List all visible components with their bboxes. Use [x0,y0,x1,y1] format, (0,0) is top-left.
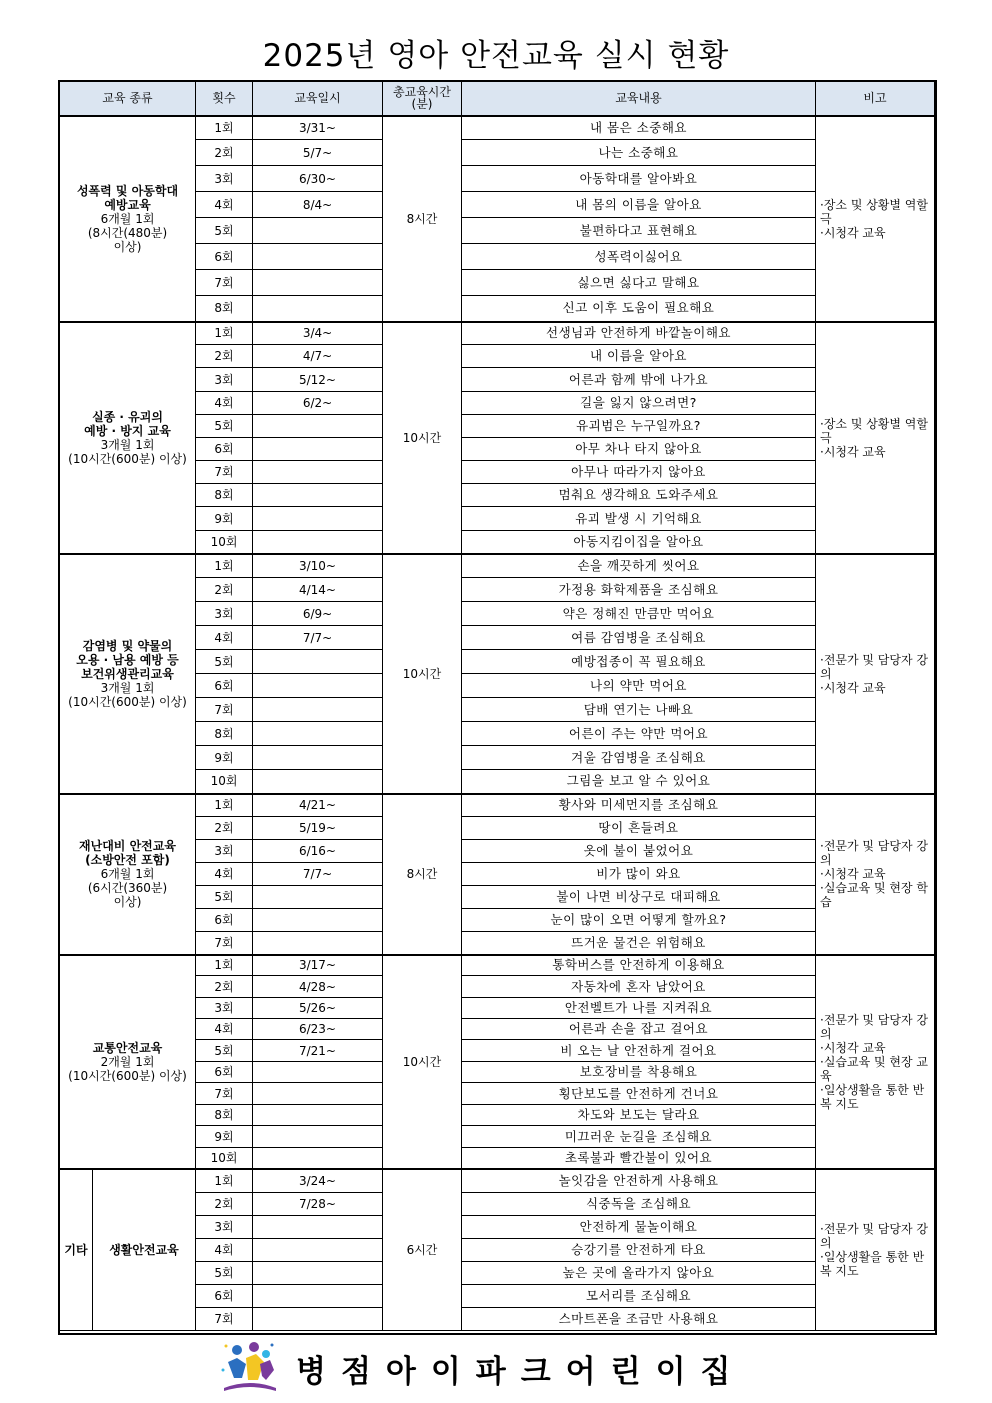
note-item: ·장소 및 상황별 역할극 [820,416,928,445]
session-content: 불이 나면 비상구로 대피해요 [462,886,816,909]
session-count: 7회 [196,1308,253,1331]
session-count: 3회 [196,602,253,626]
session-date: 3/31~ [253,116,383,140]
session-content: 성폭력이싫어요 [462,244,816,270]
session-count: 7회 [196,932,253,955]
session-content: 아무나 따라가지 않아요 [462,461,816,484]
category-name: 오용 · 남용 예방 등 [76,652,179,667]
header-count: 횟수 [196,82,253,116]
session-date [253,1062,383,1083]
session-content: 높은 곳에 올라가지 않아요 [462,1262,816,1285]
session-count: 5회 [196,886,253,909]
note-cell [816,1169,935,1331]
session-content: 통학버스를 안전하게 이용해요 [462,955,816,976]
session-count: 9회 [196,507,253,531]
total-time-cell: 10시간 [383,554,462,794]
session-count: 2회 [196,817,253,840]
category-frequency: 3개월 1회 [100,437,155,452]
session-content: 땅이 흔들려요 [462,817,816,840]
session-count: 5회 [196,1040,253,1062]
session-content: 어른이 주는 약만 먹어요 [462,722,816,746]
session-count: 4회 [196,863,253,886]
page-title: 2025년 영아 안전교육 실시 현황 [262,38,730,74]
header-content: 교육내용 [462,82,816,116]
header-total-time-line2: (분) [411,97,433,112]
session-content: 내 이름을 알아요 [462,345,816,368]
category-name: 감염병 및 약물의 [82,638,173,653]
footer [220,1340,780,1396]
session-content: 비가 많이 와요 [462,863,816,886]
total-time-cell: 10시간 [383,955,462,1169]
session-count: 8회 [196,1105,253,1126]
session-content: 어른과 함께 밖에 나가요 [462,368,816,392]
session-count: 7회 [196,461,253,484]
session-count: 7회 [196,698,253,722]
table-header-row [60,82,935,116]
session-count: 6회 [196,1062,253,1083]
session-count: 6회 [196,909,253,932]
session-count: 6회 [196,438,253,461]
session-count: 1회 [196,322,253,345]
session-count: 3회 [196,368,253,392]
session-date: 8/4~ [253,192,383,218]
session-count: 1회 [196,554,253,578]
session-count: 10회 [196,770,253,794]
footer-kindergarten-name: 병점아이파크어린이집 [296,1354,746,1390]
category-frequency: 6개월 1회 [100,211,155,226]
session-date: 4/21~ [253,794,383,817]
session-date: 7/28~ [253,1193,383,1216]
session-content: 유괴범은 누구일까요? [462,415,816,438]
category-name: 성폭력 및 아동학대 [76,183,179,198]
session-content: 신고 이후 도움이 필요해요 [462,296,816,322]
session-date [253,722,383,746]
session-count: 1회 [196,955,253,976]
category-frequency: 이상) [113,239,142,254]
session-count: 9회 [196,746,253,770]
session-count: 10회 [196,531,253,554]
session-content: 미끄러운 눈길을 조심해요 [462,1126,816,1148]
category-frequency: 이상) [113,895,142,909]
note-cell [816,794,935,955]
header-date: 교육일시 [253,82,383,116]
session-count: 6회 [196,1285,253,1308]
session-date [253,415,383,438]
session-date [253,650,383,674]
session-content: 황사와 미세먼지를 조심해요 [462,794,816,817]
session-count: 7회 [196,1083,253,1105]
session-content: 예방접종이 꼭 필요해요 [462,650,816,674]
category-frequency: 6개월 1회 [100,867,155,881]
session-date [253,932,383,955]
note-item: ·장소 및 상황별 역할극 [820,197,928,226]
session-content: 차도와 보도는 달라요 [462,1105,816,1126]
session-date: 3/4~ [253,322,383,345]
category-cell [93,1169,196,1331]
session-date: 4/7~ [253,345,383,368]
session-count: 8회 [196,484,253,507]
session-count: 5회 [196,1262,253,1285]
session-date [253,909,383,932]
session-content: 어른과 손을 잡고 걸어요 [462,1019,816,1040]
category-frequency: 3개월 1회 [100,680,155,695]
category-name: (소방안전 포함) [85,853,170,867]
session-date: 7/21~ [253,1040,383,1062]
session-date [253,1105,383,1126]
session-content: 안전벨트가 나를 지켜줘요 [462,998,816,1019]
session-date: 5/19~ [253,817,383,840]
table-row [60,554,935,578]
session-content: 길을 잃지 않으려면? [462,392,816,415]
session-content: 초록불과 빨간불이 있어요 [462,1148,816,1169]
session-count: 1회 [196,794,253,817]
session-date [253,698,383,722]
session-date [253,296,383,322]
session-count: 7회 [196,270,253,296]
session-content: 가정용 화학제품을 조심해요 [462,578,816,602]
session-count: 3회 [196,840,253,863]
category-frequency: (10시간(600분) 이상) [68,694,187,709]
session-content: 멈춰요 생각해요 도와주세요 [462,484,816,507]
session-count: 4회 [196,1239,253,1262]
session-date [253,674,383,698]
session-date [253,1285,383,1308]
session-count: 2회 [196,578,253,602]
session-count: 2회 [196,345,253,368]
session-date: 3/24~ [253,1169,383,1193]
session-content: 뜨거운 물건은 위험해요 [462,932,816,955]
session-content: 안전하게 물놀이해요 [462,1216,816,1239]
session-count: 6회 [196,244,253,270]
session-content: 유괴 발생 시 기억해요 [462,507,816,531]
session-content: 나는 소중해요 [462,140,816,166]
session-count: 4회 [196,1019,253,1040]
note-item: ·시청각 교육 [820,444,886,459]
note-item: ·일상생활을 통한 반복 지도 [820,1249,925,1278]
etc-category-cell: 기타 [60,1169,93,1331]
session-date: 6/2~ [253,392,383,415]
session-content: 놀잇감을 안전하게 사용해요 [462,1169,816,1193]
session-content: 그림을 보고 알 수 있어요 [462,770,816,794]
category-name: 실종 · 유괴의 [92,409,163,424]
session-count: 8회 [196,296,253,322]
category-cell [60,794,196,955]
session-date: 6/9~ [253,602,383,626]
session-date [253,218,383,244]
session-content: 자동차에 혼자 남았어요 [462,976,816,998]
session-date: 4/28~ [253,976,383,998]
category-frequency: 2개월 1회 [100,1054,155,1069]
session-content: 아동학대를 알아봐요 [462,166,816,192]
table-row [60,1169,935,1193]
session-count: 5회 [196,218,253,244]
session-date [253,507,383,531]
header-category: 교육 종류 [60,82,196,116]
session-count: 6회 [196,674,253,698]
session-content: 비 오는 날 안전하게 걸어요 [462,1040,816,1062]
note-item: ·전문가 및 담당자 강의 [820,1221,928,1250]
session-content: 싫으면 싫다고 말해요 [462,270,816,296]
session-date [253,1262,383,1285]
session-content: 내 몸은 소중해요 [462,116,816,140]
category-name: 예방교육 [104,197,151,212]
header-total-time [383,82,462,116]
total-time-cell: 10시간 [383,322,462,554]
category-name: 교통안전교육 [92,1040,163,1055]
category-frequency: (10시간(600분) 이상) [68,451,187,466]
category-frequency: (6시간(360분) [87,881,168,895]
session-date: 3/17~ [253,955,383,976]
note-item: ·시청각 교육 [820,680,886,695]
session-date: 3/10~ [253,554,383,578]
note-cell [816,116,935,322]
session-count: 3회 [196,998,253,1019]
category-name: 예방 · 방지 교육 [84,423,171,438]
note-item: ·전문가 및 담당자 강의 [820,652,928,681]
session-date: 5/12~ [253,368,383,392]
note-cell [816,554,935,794]
total-time-cell: 8시간 [383,116,462,322]
session-count: 8회 [196,722,253,746]
session-date: 7/7~ [253,626,383,650]
total-time-cell: 8시간 [383,794,462,955]
session-content: 식중독을 조심해요 [462,1193,816,1216]
session-content: 승강기를 안전하게 타요 [462,1239,816,1262]
session-content: 겨울 감염병을 조심해요 [462,746,816,770]
session-count: 4회 [196,192,253,218]
session-content: 내 몸의 이름을 알아요 [462,192,816,218]
session-date [253,770,383,794]
note-item: ·시청각 교육 [820,867,886,881]
session-count: 1회 [196,116,253,140]
session-date [253,484,383,507]
session-date: 6/16~ [253,840,383,863]
session-count: 5회 [196,650,253,674]
session-count: 4회 [196,392,253,415]
session-count: 2회 [196,1193,253,1216]
session-content: 선생님과 안전하게 바깥놀이해요 [462,322,816,345]
session-date [253,1216,383,1239]
table-row [60,116,935,140]
session-count: 2회 [196,976,253,998]
session-date [253,461,383,484]
session-count: 1회 [196,1169,253,1193]
session-content: 담배 연기는 나빠요 [462,698,816,722]
session-count: 3회 [196,1216,253,1239]
session-date [253,746,383,770]
session-count: 5회 [196,415,253,438]
table-body [60,116,935,1331]
category-cell [60,554,196,794]
category-name: 생활안전교육 [109,1242,179,1257]
session-date [253,1239,383,1262]
session-date [253,1308,383,1331]
table-row [60,794,935,817]
note-item: ·전문가 및 담당자 강의 [820,1012,928,1041]
session-date: 5/7~ [253,140,383,166]
session-count: 2회 [196,140,253,166]
session-date: 4/14~ [253,578,383,602]
category-cell [60,955,196,1169]
session-content: 약은 정해진 만큼만 먹어요 [462,602,816,626]
session-content: 여름 감염병을 조심해요 [462,626,816,650]
session-content: 나의 약만 먹어요 [462,674,816,698]
category-cell [60,322,196,554]
session-date [253,886,383,909]
session-content: 횡단보도를 안전하게 건너요 [462,1083,816,1105]
session-date: 5/26~ [253,998,383,1019]
session-content: 보호장비를 착용해요 [462,1062,816,1083]
session-date [253,244,383,270]
session-content: 모서리를 조심해요 [462,1285,816,1308]
session-content: 아동지킴이집을 알아요 [462,531,816,554]
note-item: ·실습교육 및 현장 교육 [820,1054,928,1083]
session-date: 6/23~ [253,1019,383,1040]
note-item: ·일상생활을 통한 반복 지도 [820,1082,925,1111]
note-item: ·전문가 및 담당자 강의 [820,839,928,867]
session-date [253,531,383,554]
session-date [253,270,383,296]
note-cell [816,322,935,554]
note-cell [816,955,935,1169]
session-count: 10회 [196,1148,253,1169]
category-cell [60,116,196,322]
table-row [60,322,935,345]
session-date: 7/7~ [253,863,383,886]
education-table [59,81,935,1331]
category-frequency: (8시간(480분) [87,225,168,240]
session-content: 아무 차나 타지 않아요 [462,438,816,461]
table-row [60,955,935,976]
session-content: 눈이 많이 오면 어떻게 할까요? [462,909,816,932]
session-content: 손을 깨끗하게 씻어요 [462,554,816,578]
session-count: 3회 [196,166,253,192]
header-note: 비고 [816,82,935,116]
header-total-time-line1: 총교육시간 [393,85,451,100]
session-date [253,1148,383,1169]
session-content: 불편하다고 표현해요 [462,218,816,244]
children-logo-icon [220,1340,280,1396]
session-date [253,1083,383,1105]
session-date [253,1126,383,1148]
session-date: 6/30~ [253,166,383,192]
session-count: 4회 [196,626,253,650]
session-date [253,438,383,461]
note-item: ·시청각 교육 [820,225,886,240]
note-item: ·시청각 교육 [820,1040,886,1055]
session-content: 옷에 불이 붙었어요 [462,840,816,863]
category-name: 보건위생관리교육 [81,666,174,681]
session-count: 9회 [196,1126,253,1148]
category-frequency: (10시간(600분) 이상) [68,1068,187,1083]
session-content: 스마트폰을 조금만 사용해요 [462,1308,816,1331]
category-name: 재난대비 안전교육 [79,839,176,853]
note-item: ·실습교육 및 현장 학습 [820,881,928,909]
total-time-cell: 6시간 [383,1169,462,1331]
